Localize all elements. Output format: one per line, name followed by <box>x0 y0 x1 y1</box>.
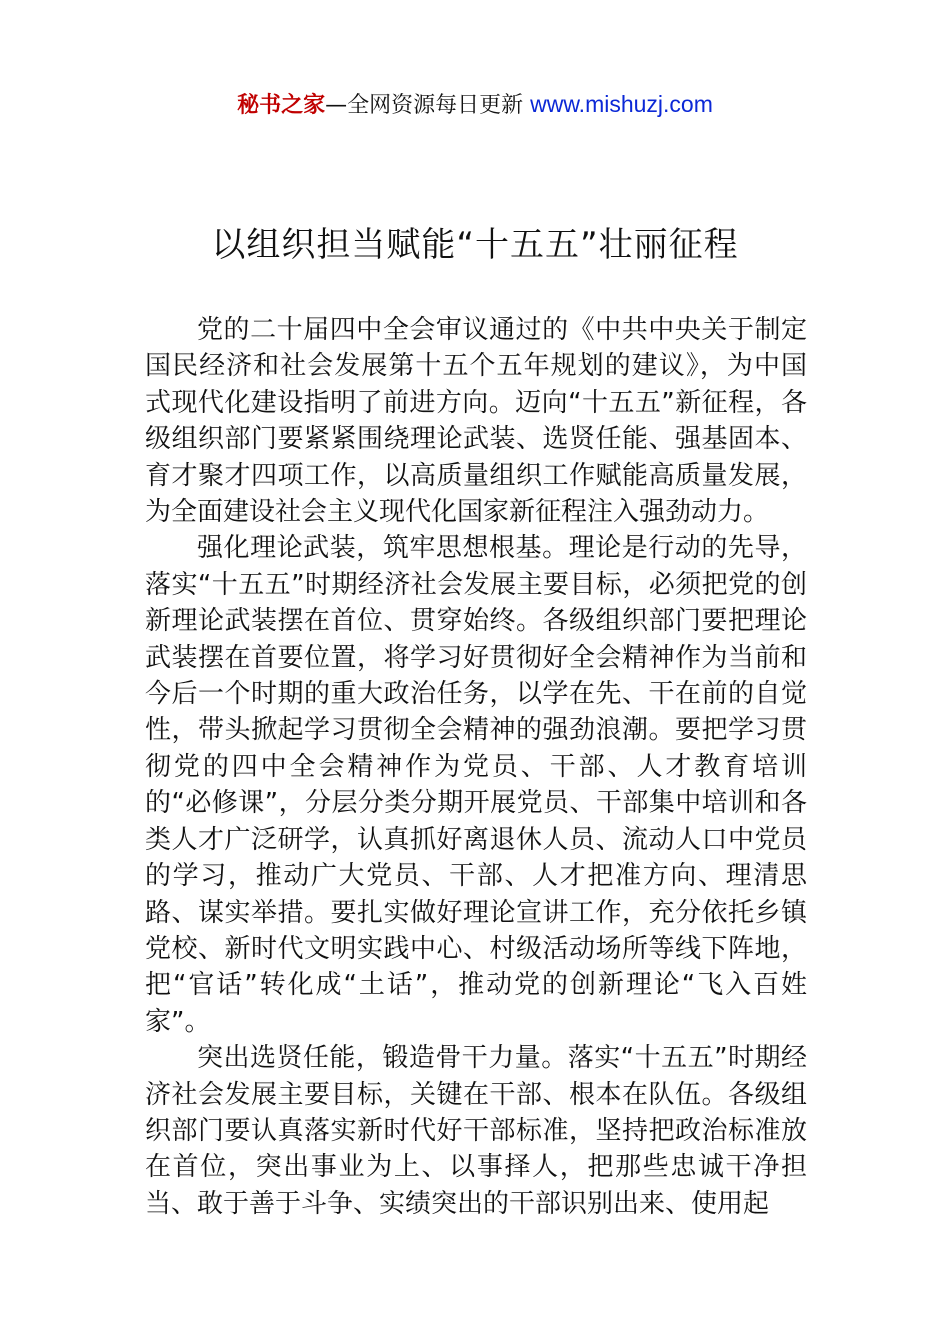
site-url-link[interactable]: www.mishuzj.com <box>530 91 713 117</box>
site-header <box>0 86 950 124</box>
header-tagline: —全网资源每日更新 <box>325 93 524 118</box>
paragraph: 突出选贤任能，锻造骨干力量。落实“十五五”时期经济社会发展主要目标，关键在干部、根本在队伍。各级组织部门要认真落实新时代好干部标准，坚持把政治标准放在首位，突出事业为上、以事择人，把那些忠诚干净担当、敢于善于斗争、实绩突出的干部识别出来、使用起 <box>145 1043 807 1219</box>
document-body <box>145 312 807 1222</box>
paragraph: 党的二十届四中全会审议通过的《中共中央关于制定国民经济和社会发展第十五个五年规划的建议》，为中国式现代化建设指明了前进方向。迈向“十五五”新征程，各级组织部门要紧紧围绕理论武装、选贤任能、强基固本、育才聚才四项工作，以高质量组织工作赋能高质量发展，为全面建设社会主义现代化国家新征程注入强劲动力。 <box>145 315 807 528</box>
brand-name: 秘书之家 <box>237 93 326 118</box>
document-title: 以组织担当赋能“十五五”壮丽征程 <box>211 225 739 265</box>
paragraph: 强化理论武装，筑牢思想根基。理论是行动的先导，落实“十五五”时期经济社会发展主要目标，必须把党的创新理论武装摆在首位、贯穿始终。各级组织部门要把理论武装摆在首要位置，将学习好贯彻好全会精神作为当前和今后一个时期的重大政治任务，以学在先、干在前的自觉性，带头掀起学习贯彻全会精神的强劲浪潮。要把学习贯彻党的四中全会精神作为党员、干部、人才教育培训的“必修课”，分层分类分期开展党员、干部集中培训和各类人才广泛研学，认真抓好离退休人员、流动人口中党员的学习，推动广大党员、干部、人才把准方向、理清思路、谋实举措。要扎实做好理论宣讲工作，充分依托乡镇党校、新时代文明实践中心、村级活动场所等线下阵地，把“官话”转化成“土话”，推动党的创新理论“飞入百姓家”。 <box>145 533 807 1037</box>
